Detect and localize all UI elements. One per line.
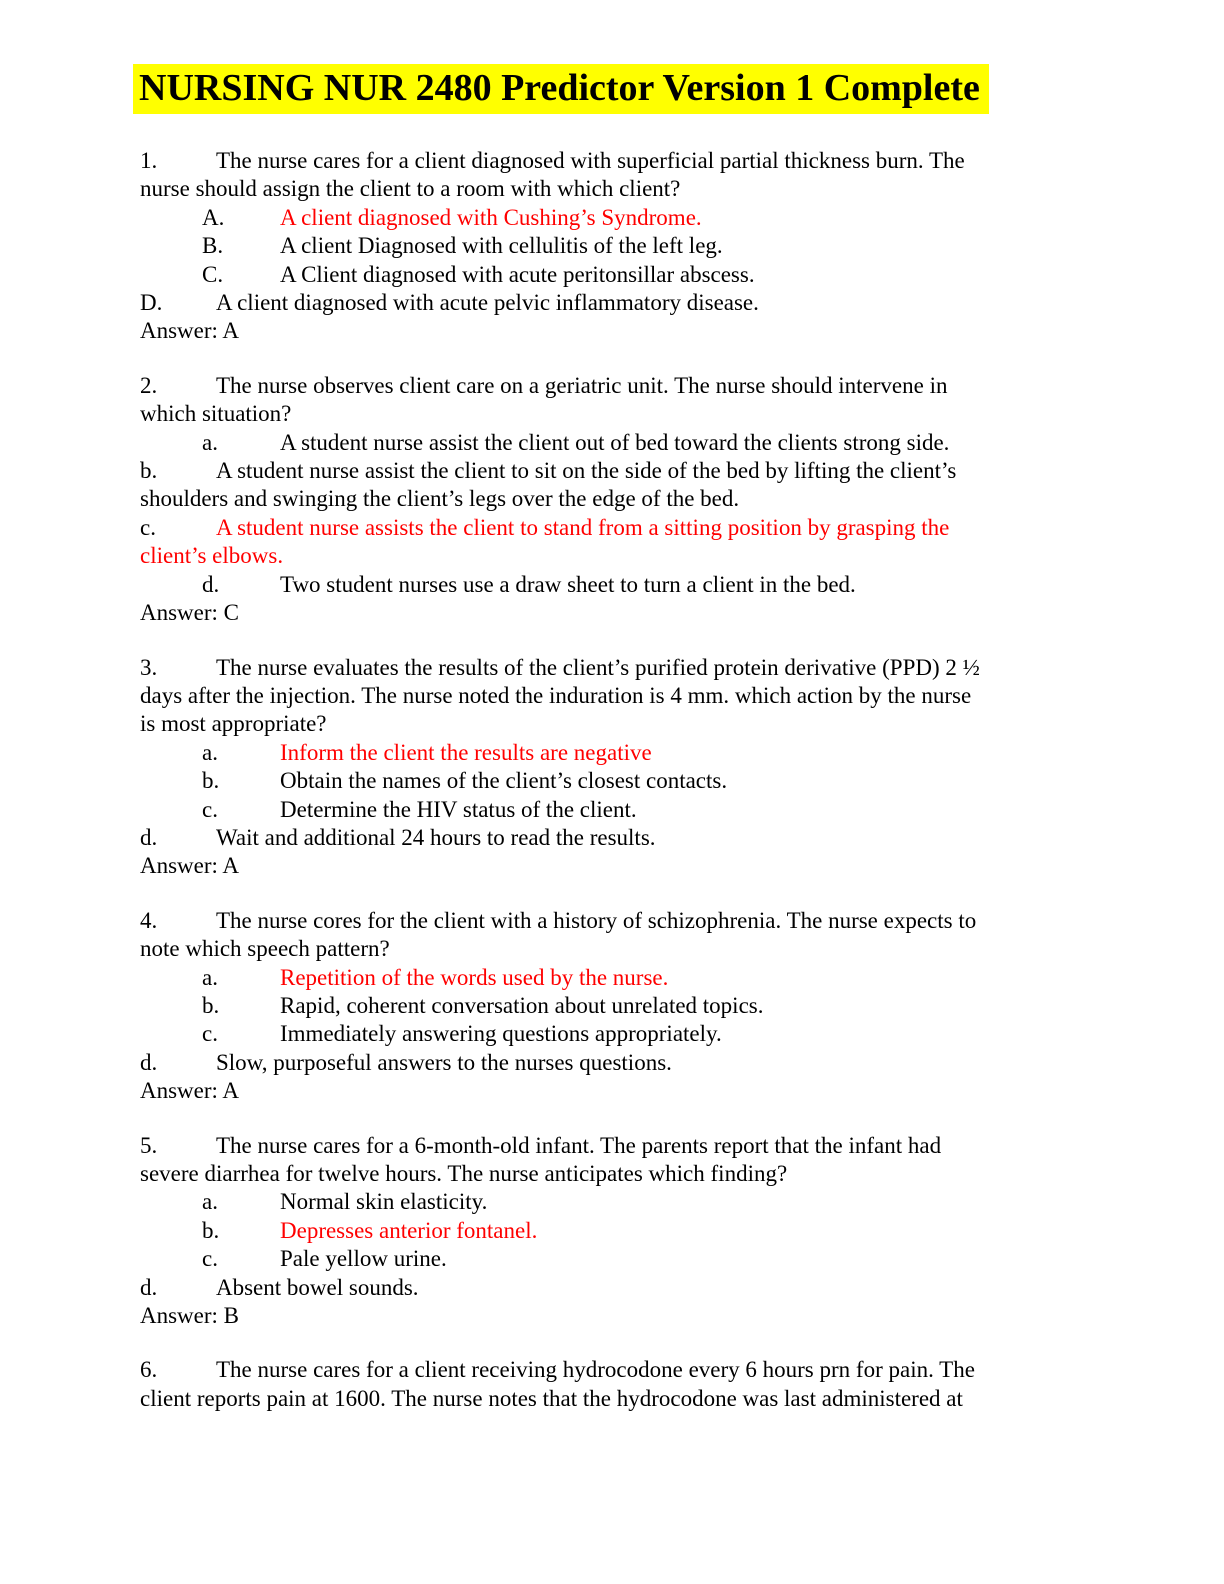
option-letter: b. bbox=[202, 992, 220, 1018]
question-text: The nurse cares for a 6-month-old infant. The parents report that the infant had bbox=[216, 1132, 942, 1158]
option-text: Obtain the names of the client’s closest contacts. bbox=[280, 768, 728, 794]
question-line bbox=[140, 175, 1188, 203]
question-4 bbox=[140, 907, 1188, 1106]
option-text: shoulders and swinging the client’s legs over the edge of the bed. bbox=[140, 486, 740, 512]
question-line bbox=[140, 654, 1188, 682]
option-text: A Client diagnosed with acute peritonsillar abscess. bbox=[280, 261, 755, 287]
option-text: Depresses anterior fontanel. bbox=[280, 1217, 538, 1243]
option-line bbox=[140, 485, 1188, 513]
option-line bbox=[140, 1188, 1188, 1216]
option-letter: b. bbox=[140, 458, 158, 484]
question-list bbox=[140, 147, 1188, 1413]
option-letter: c. bbox=[202, 796, 218, 822]
question-text: The nurse cores for the client with a history of schizophrenia. The nurse expects to bbox=[216, 907, 977, 933]
option-letter: C. bbox=[202, 261, 224, 287]
option-text: Rapid, coherent conversation about unrelated topics. bbox=[280, 992, 764, 1018]
option-line bbox=[140, 232, 1188, 260]
question-line bbox=[140, 1160, 1188, 1188]
option-line bbox=[140, 1217, 1188, 1245]
option-line bbox=[140, 571, 1188, 599]
option-letter: a. bbox=[202, 964, 218, 990]
answer-line bbox=[140, 1077, 1188, 1105]
question-text: which situation? bbox=[140, 401, 292, 427]
option-line bbox=[140, 1020, 1188, 1048]
option-text: A student nurse assists the client to stand from a sitting position by grasping the bbox=[216, 514, 950, 540]
answer-text: Answer: A bbox=[140, 318, 240, 344]
option-letter: b. bbox=[202, 1217, 220, 1243]
question-text: The nurse cares for a client diagnosed with superficial partial thickness burn. The bbox=[216, 148, 965, 173]
option-letter: D. bbox=[140, 290, 163, 316]
option-text: Immediately answering questions appropriately. bbox=[280, 1021, 722, 1047]
option-line bbox=[140, 992, 1188, 1020]
answer-text: Answer: A bbox=[140, 1078, 240, 1104]
option-line bbox=[140, 767, 1188, 795]
question-line bbox=[140, 935, 1188, 963]
option-line bbox=[140, 1274, 1188, 1302]
option-text: A student nurse assist the client out of bed toward the clients strong side. bbox=[280, 429, 950, 455]
option-letter: d. bbox=[140, 824, 158, 850]
option-letter: a. bbox=[202, 429, 218, 455]
question-line bbox=[140, 372, 1188, 400]
highlighted-title-text: NURSING NUR 2480 Predictor Version 1 Complete bbox=[133, 64, 989, 114]
question-number: 2. bbox=[140, 372, 158, 398]
option-text: Inform the client the results are negative bbox=[280, 739, 652, 765]
question-number: 1. bbox=[140, 148, 158, 173]
question-line bbox=[140, 400, 1188, 428]
option-text: A client Diagnosed with cellulitis of the left leg. bbox=[280, 233, 723, 259]
question-number: 6. bbox=[140, 1357, 158, 1383]
option-line bbox=[140, 204, 1188, 232]
answer-line bbox=[140, 599, 1188, 627]
option-text: A student nurse assist the client to sit on the side of the bed by lifting the client’s bbox=[216, 458, 957, 484]
option-letter: d. bbox=[140, 1274, 158, 1300]
question-line bbox=[140, 1356, 1188, 1384]
question-text: is most appropriate? bbox=[140, 711, 327, 737]
page-title bbox=[133, 65, 1188, 111]
option-letter: c. bbox=[202, 1021, 218, 1047]
question-text: severe diarrhea for twelve hours. The nurse anticipates which finding? bbox=[140, 1161, 788, 1186]
option-line bbox=[140, 457, 1188, 485]
question-line bbox=[140, 147, 1188, 175]
question-line bbox=[140, 710, 1188, 738]
option-line bbox=[140, 964, 1188, 992]
option-letter: d. bbox=[140, 1049, 158, 1075]
question-line bbox=[140, 907, 1188, 935]
option-line bbox=[140, 542, 1188, 570]
question-text: The nurse observes client care on a geriatric unit. The nurse should intervene in bbox=[216, 372, 948, 398]
answer-text: Answer: A bbox=[140, 853, 240, 879]
question-5 bbox=[140, 1132, 1188, 1331]
question-text: days after the injection. The nurse noted the induration is 4 mm. which action by the nurse bbox=[140, 682, 972, 708]
option-text: A client diagnosed with Cushing’s Syndrome. bbox=[280, 204, 702, 230]
option-text: Repetition of the words used by the nurse. bbox=[280, 964, 669, 990]
answer-line bbox=[140, 317, 1188, 345]
option-line bbox=[140, 1245, 1188, 1273]
option-letter: a. bbox=[202, 739, 218, 765]
question-number: 4. bbox=[140, 907, 158, 933]
question-line bbox=[140, 682, 1188, 710]
option-letter: A. bbox=[202, 204, 225, 230]
question-3 bbox=[140, 654, 1188, 881]
option-line bbox=[140, 739, 1188, 767]
option-line bbox=[140, 1049, 1188, 1077]
option-line bbox=[140, 289, 1188, 317]
option-line bbox=[140, 261, 1188, 289]
option-text: Absent bowel sounds. bbox=[216, 1274, 419, 1300]
option-text: Two student nurses use a draw sheet to turn a client in the bed. bbox=[280, 571, 856, 597]
answer-text: Answer: C bbox=[140, 600, 240, 626]
question-line bbox=[140, 1132, 1188, 1160]
answer-line bbox=[140, 852, 1188, 880]
option-text: Wait and additional 24 hours to read the results. bbox=[216, 824, 656, 850]
option-text: Determine the HIV status of the client. bbox=[280, 796, 637, 822]
question-text: The nurse evaluates the results of the client’s purified protein derivative (PPD) 2 ½ bbox=[216, 654, 980, 680]
option-text: Pale yellow urine. bbox=[280, 1246, 447, 1272]
option-text: client’s elbows. bbox=[140, 543, 284, 569]
question-line bbox=[140, 1385, 1188, 1413]
question-number: 5. bbox=[140, 1132, 158, 1158]
option-letter: b. bbox=[202, 768, 220, 794]
question-text: client reports pain at 1600. The nurse notes that the hydrocodone was last administered at bbox=[140, 1385, 963, 1411]
option-text: A client diagnosed with acute pelvic inflammatory disease. bbox=[216, 290, 759, 316]
option-line bbox=[140, 824, 1188, 852]
option-letter: d. bbox=[202, 571, 220, 597]
question-text: note which speech pattern? bbox=[140, 936, 390, 962]
answer-text: Answer: B bbox=[140, 1303, 240, 1329]
option-letter: c. bbox=[202, 1246, 218, 1272]
answer-line bbox=[140, 1302, 1188, 1330]
option-letter: a. bbox=[202, 1189, 218, 1215]
question-1 bbox=[140, 147, 1188, 346]
option-letter: c. bbox=[140, 514, 156, 540]
question-number: 3. bbox=[140, 654, 158, 680]
option-line bbox=[140, 429, 1188, 457]
option-text: Normal skin elasticity. bbox=[280, 1189, 488, 1215]
option-text: Slow, purposeful answers to the nurses questions. bbox=[216, 1049, 672, 1075]
option-line bbox=[140, 796, 1188, 824]
option-letter: B. bbox=[202, 233, 224, 259]
question-6 bbox=[140, 1356, 1188, 1413]
option-line bbox=[140, 514, 1188, 542]
question-text: nurse should assign the client to a room with which client? bbox=[140, 176, 681, 202]
question-2 bbox=[140, 372, 1188, 628]
question-text: The nurse cares for a client receiving hydrocodone every 6 hours prn for pain. The bbox=[216, 1357, 975, 1383]
